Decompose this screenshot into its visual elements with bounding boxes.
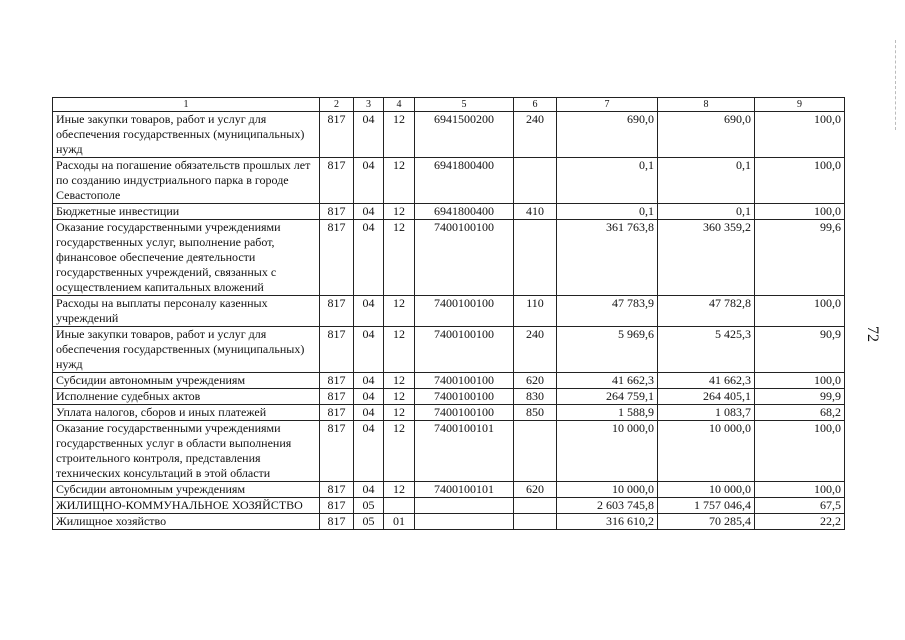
row-target-article [415, 498, 514, 514]
row-approved-amount: 1 588,9 [557, 405, 658, 421]
row-section: 04 [354, 204, 384, 220]
row-target-article: 7400100100 [415, 296, 514, 327]
row-ministry-code: 817 [320, 327, 354, 373]
row-expense-type: 240 [514, 112, 557, 158]
row-subsection: 12 [384, 482, 415, 498]
row-target-article [415, 514, 514, 530]
row-target-article: 6941500200 [415, 112, 514, 158]
row-section: 05 [354, 498, 384, 514]
row-executed-amount: 10 000,0 [658, 421, 755, 482]
row-name: Иные закупки товаров, работ и услуг для обеспечения государственных (муниципальных) нужд [53, 327, 320, 373]
row-subsection [384, 498, 415, 514]
row-subsection: 12 [384, 327, 415, 373]
row-approved-amount: 690,0 [557, 112, 658, 158]
row-expense-type: 620 [514, 373, 557, 389]
row-ministry-code: 817 [320, 421, 354, 482]
row-target-article: 7400100100 [415, 389, 514, 405]
row-section: 04 [354, 220, 384, 296]
page-number: 72 [864, 326, 881, 342]
row-section: 04 [354, 327, 384, 373]
header-cell: 4 [384, 98, 415, 112]
row-execution-percent: 100,0 [755, 296, 845, 327]
row-executed-amount: 0,1 [658, 204, 755, 220]
row-name: Расходы на выплаты персоналу казенных учреждений [53, 296, 320, 327]
row-approved-amount: 0,1 [557, 158, 658, 204]
row-expense-type [514, 158, 557, 204]
row-approved-amount: 264 759,1 [557, 389, 658, 405]
row-target-article: 6941800400 [415, 204, 514, 220]
row-ministry-code: 817 [320, 296, 354, 327]
row-approved-amount: 0,1 [557, 204, 658, 220]
table-row [53, 204, 845, 220]
header-row [53, 98, 845, 112]
row-name: ЖИЛИЩНО-КОММУНАЛЬНОЕ ХОЗЯЙСТВО [53, 498, 320, 514]
row-execution-percent: 99,6 [755, 220, 845, 296]
row-section: 04 [354, 405, 384, 421]
header-cell: 3 [354, 98, 384, 112]
row-section: 04 [354, 373, 384, 389]
row-subsection: 12 [384, 421, 415, 482]
row-name: Уплата налогов, сборов и иных платежей [53, 405, 320, 421]
row-subsection: 12 [384, 389, 415, 405]
row-target-article: 7400100100 [415, 405, 514, 421]
row-ministry-code: 817 [320, 482, 354, 498]
row-section: 04 [354, 482, 384, 498]
row-target-article: 7400100101 [415, 421, 514, 482]
table-row [53, 389, 845, 405]
row-execution-percent: 100,0 [755, 482, 845, 498]
row-name: Субсидии автономным учреждениям [53, 482, 320, 498]
row-executed-amount: 264 405,1 [658, 389, 755, 405]
row-subsection: 12 [384, 296, 415, 327]
row-subsection: 12 [384, 204, 415, 220]
row-name: Иные закупки товаров, работ и услуг для обеспечения государственных (муниципальных) нужд [53, 112, 320, 158]
row-ministry-code: 817 [320, 204, 354, 220]
row-name: Жилищное хозяйство [53, 514, 320, 530]
row-target-article: 6941800400 [415, 158, 514, 204]
row-executed-amount: 1 083,7 [658, 405, 755, 421]
row-name: Субсидии автономным учреждениям [53, 373, 320, 389]
table-row [53, 112, 845, 158]
row-expense-type [514, 498, 557, 514]
row-approved-amount: 5 969,6 [557, 327, 658, 373]
row-expense-type: 240 [514, 327, 557, 373]
row-approved-amount: 47 783,9 [557, 296, 658, 327]
table-row [53, 421, 845, 482]
row-execution-percent: 68,2 [755, 405, 845, 421]
row-execution-percent: 100,0 [755, 373, 845, 389]
row-ministry-code: 817 [320, 389, 354, 405]
row-expense-type: 110 [514, 296, 557, 327]
row-executed-amount: 47 782,8 [658, 296, 755, 327]
row-expense-type [514, 220, 557, 296]
header-cell: 6 [514, 98, 557, 112]
row-name: Исполнение судебных актов [53, 389, 320, 405]
row-execution-percent: 100,0 [755, 421, 845, 482]
row-expense-type: 830 [514, 389, 557, 405]
row-ministry-code: 817 [320, 514, 354, 530]
row-name: Оказание государственными учреждениями государственных услуг, выполнение работ, финансовое обеспечение деятельности государственных учреждений, связанных с осуществлением капитальных вложений [53, 220, 320, 296]
row-section: 04 [354, 389, 384, 405]
row-approved-amount: 10 000,0 [557, 421, 658, 482]
row-executed-amount: 690,0 [658, 112, 755, 158]
table-row [53, 498, 845, 514]
row-expense-type: 850 [514, 405, 557, 421]
table-row [53, 296, 845, 327]
row-executed-amount: 10 000,0 [658, 482, 755, 498]
row-execution-percent: 22,2 [755, 514, 845, 530]
row-expense-type [514, 514, 557, 530]
row-subsection: 01 [384, 514, 415, 530]
row-subsection: 12 [384, 373, 415, 389]
table-row [53, 373, 845, 389]
row-execution-percent: 100,0 [755, 112, 845, 158]
header-cell: 2 [320, 98, 354, 112]
row-expense-type [514, 421, 557, 482]
row-approved-amount: 361 763,8 [557, 220, 658, 296]
header-cell: 9 [755, 98, 845, 112]
row-execution-percent: 99,9 [755, 389, 845, 405]
row-name: Бюджетные инвестиции [53, 204, 320, 220]
row-section: 04 [354, 421, 384, 482]
row-execution-percent: 100,0 [755, 158, 845, 204]
row-target-article: 7400100100 [415, 373, 514, 389]
scan-margin-mark [895, 40, 897, 130]
row-name: Оказание государственными учреждениями государственных услуг в области выполнения строительного контроля, представления технических консультаций в этой области [53, 421, 320, 482]
header-cell: 5 [415, 98, 514, 112]
row-ministry-code: 817 [320, 112, 354, 158]
row-ministry-code: 817 [320, 498, 354, 514]
row-execution-percent: 90,9 [755, 327, 845, 373]
budget-table [52, 97, 845, 530]
row-subsection: 12 [384, 220, 415, 296]
row-target-article: 7400100100 [415, 327, 514, 373]
row-approved-amount: 316 610,2 [557, 514, 658, 530]
table-row [53, 514, 845, 530]
row-approved-amount: 10 000,0 [557, 482, 658, 498]
row-ministry-code: 817 [320, 220, 354, 296]
row-target-article: 7400100101 [415, 482, 514, 498]
row-executed-amount: 41 662,3 [658, 373, 755, 389]
row-executed-amount: 5 425,3 [658, 327, 755, 373]
row-executed-amount: 360 359,2 [658, 220, 755, 296]
row-subsection: 12 [384, 112, 415, 158]
header-cell: 8 [658, 98, 755, 112]
row-section: 04 [354, 296, 384, 327]
table-row [53, 327, 845, 373]
row-expense-type: 410 [514, 204, 557, 220]
table-row [53, 482, 845, 498]
row-executed-amount: 1 757 046,4 [658, 498, 755, 514]
table-row [53, 158, 845, 204]
row-executed-amount: 0,1 [658, 158, 755, 204]
header-cell: 7 [557, 98, 658, 112]
row-execution-percent: 100,0 [755, 204, 845, 220]
row-approved-amount: 2 603 745,8 [557, 498, 658, 514]
row-target-article: 7400100100 [415, 220, 514, 296]
header-cell: 1 [53, 98, 320, 112]
row-ministry-code: 817 [320, 405, 354, 421]
row-section: 04 [354, 158, 384, 204]
row-name: Расходы на погашение обязательств прошлых лет по созданию индустриального парка в городе Севастополе [53, 158, 320, 204]
row-section: 04 [354, 112, 384, 158]
row-executed-amount: 70 285,4 [658, 514, 755, 530]
row-expense-type: 620 [514, 482, 557, 498]
table-row [53, 405, 845, 421]
row-execution-percent: 67,5 [755, 498, 845, 514]
row-ministry-code: 817 [320, 373, 354, 389]
row-approved-amount: 41 662,3 [557, 373, 658, 389]
row-section: 05 [354, 514, 384, 530]
row-subsection: 12 [384, 158, 415, 204]
table-row [53, 220, 845, 296]
row-subsection: 12 [384, 405, 415, 421]
row-ministry-code: 817 [320, 158, 354, 204]
